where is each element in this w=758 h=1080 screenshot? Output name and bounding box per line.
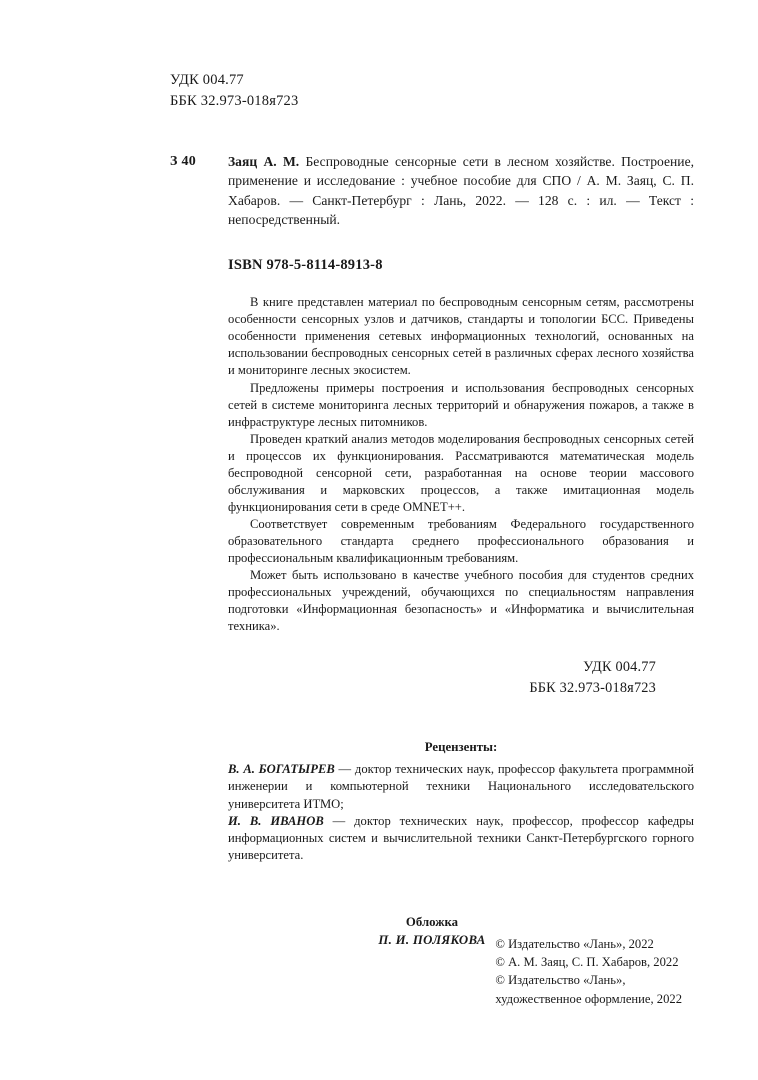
copyright-block [495, 935, 682, 1009]
reviewers-title: Рецензенты: [424, 739, 498, 754]
annotation-paragraph: Соответствует современным требованиям Федерального государственного образовательного стандарта среднего профессионального образования и профессиональным квалификационным требованиям. [228, 517, 694, 566]
bbk-code-bottom: ББК 32.973-018я723 [529, 680, 656, 697]
reviewers-block [228, 739, 694, 864]
reviewer-entry [228, 761, 694, 812]
annotation-paragraph: В книге представлен материал по беспроводным сенсорным сетям, рассмотрены особенности сенсорных узлов и датчиков, стандарты и топологии БСС. Приведены особенности применения сетевых информационных технологий, основанных на использовании беспроводных сенсорных сетей в различных сферах лесного хозяйства и мониторинге лесных экосистем. [228, 295, 694, 378]
udk-code-bottom: УДК 004.77 [583, 659, 656, 676]
reviewer-name: В. А. БОГАТЫРЕВ [228, 762, 335, 777]
copyright-line: © А. М. Заяц, С. П. Хабаров, 2022 [495, 954, 679, 969]
copyright-line: © Издательство «Лань», [495, 973, 626, 988]
reviewer-affiliation: — доктор технических наук, профессор, профессор кафедры информационных систем и вычислительной техники Санкт-Петербургского горного университета. [228, 813, 694, 862]
cover-label: Обложка [405, 915, 459, 930]
cip-record [170, 152, 694, 229]
cip-description-text: Беспроводные сенсорные сети в лесном хозяйстве. Построение, применение и исследование : учебное пособие для СПО / А. М. Заяц, С. П. Хабаров. — Санкт-Петербург : Лань, 2022. — 128 с. : ил. — Текст : непосредственный. [228, 154, 695, 227]
shelf-code: З 40 [170, 154, 197, 170]
reviewer-name: И. В. ИВАНОВ [228, 813, 324, 828]
top-classification-codes [170, 70, 694, 112]
isbn: ISBN 978-5-8114-8913-8 [228, 257, 383, 274]
udk-code-top: УДК 004.77 [170, 72, 244, 88]
annotation-paragraph: Проведен краткий анализ методов моделирования беспроводных сенсорных сетей и процессов их функционирования. Рассматриваются математическая модель беспроводной сенсорной сети, разработанная на основе теории массового обслуживания и марковских процессов, а также имитационная модель функционирования сети в среде OMNET++. [228, 431, 694, 514]
bottom-classification-codes [170, 657, 694, 698]
reviewer-affiliation: — доктор технических наук, профессор факультета программной инженерии и компьютерной техники Национального исследовательского университета ИТМО; [228, 762, 694, 811]
bbk-code-top: ББК 32.973-018я723 [170, 93, 299, 110]
copyright-line: художественное оформление, 2022 [495, 991, 682, 1006]
copyright-line: © Издательство «Лань», 2022 [495, 936, 654, 951]
cover-artist-name: П. И. ПОЛЯКОВА [378, 932, 486, 947]
annotation-block [228, 294, 694, 635]
author-name: Заяц А. М. [228, 154, 300, 170]
cip-description [228, 152, 694, 229]
annotation-paragraph: Предложены примеры построения и использования беспроводных сенсорных сетей в системе мониторинга лесных территорий и обнаружения пожаров, а также в инфраструктуре лесных питомников. [228, 380, 694, 429]
reviewer-entry [228, 813, 694, 864]
annotation-paragraph: Может быть использовано в качестве учебного пособия для студентов средних профессиональных учреждений, обучающихся по специальностям направления подготовки «Информационная безопасность» и «Информатика и вычислительная техника». [228, 568, 694, 634]
